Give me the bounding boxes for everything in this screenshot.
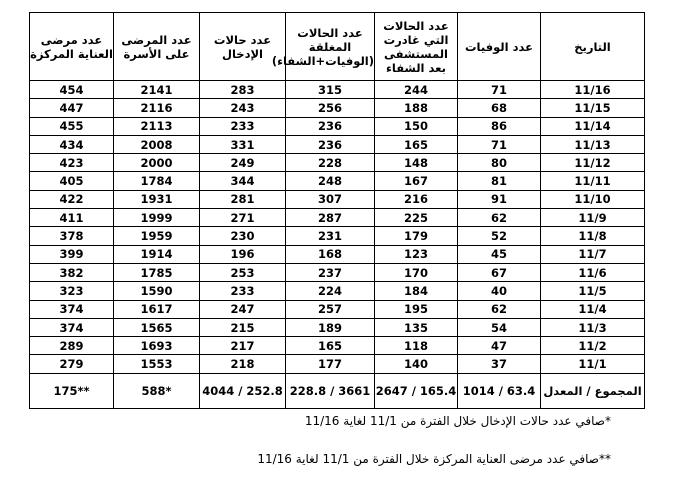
cell-admissions: 281 <box>200 190 286 208</box>
cell-beds: 1617 <box>114 300 200 318</box>
cell-admissions: 271 <box>200 209 286 227</box>
cell-beds: 2000 <box>114 154 200 172</box>
cell-date: 11/9 <box>541 209 645 227</box>
table-row <box>30 99 645 117</box>
cell-icu: 423 <box>30 154 114 172</box>
cell-admissions: 215 <box>200 318 286 336</box>
cell-recovered: 135 <box>375 318 458 336</box>
cell-date: 11/6 <box>541 263 645 281</box>
table-row <box>30 282 645 300</box>
cell-icu: 399 <box>30 245 114 263</box>
cell-recovered: 184 <box>375 282 458 300</box>
cell-recovered: 167 <box>375 172 458 190</box>
cell-icu: 382 <box>30 263 114 281</box>
cell-deaths: 40 <box>458 282 541 300</box>
header-date: التاريخ <box>541 13 645 81</box>
cell-beds: 1590 <box>114 282 200 300</box>
total-admissions: 4044 / 252.8 <box>200 373 286 408</box>
cell-date: 11/8 <box>541 227 645 245</box>
cell-closed: 237 <box>286 263 375 281</box>
cell-beds: 1785 <box>114 263 200 281</box>
cell-beds: 1693 <box>114 337 200 355</box>
cell-deaths: 81 <box>458 172 541 190</box>
total-closed: 228.8 / 3661 <box>286 373 375 408</box>
cell-date: 11/11 <box>541 172 645 190</box>
cell-recovered: 165 <box>375 135 458 153</box>
cell-icu: 422 <box>30 190 114 208</box>
header-closed-cases: عدد الحالات المغلقة (الوفيات+الشفاء) <box>286 13 375 81</box>
cell-recovered: 188 <box>375 99 458 117</box>
cell-beds: 1931 <box>114 190 200 208</box>
cell-deaths: 45 <box>458 245 541 263</box>
cell-beds: 2113 <box>114 117 200 135</box>
cell-icu: 454 <box>30 81 114 99</box>
table-body <box>30 81 645 409</box>
table-row <box>30 117 645 135</box>
cell-date: 11/12 <box>541 154 645 172</box>
cell-recovered: 170 <box>375 263 458 281</box>
header-bed-patients: عدد المرضى على الأسرة <box>114 13 200 81</box>
cell-beds: 2116 <box>114 99 200 117</box>
cell-date: 11/14 <box>541 117 645 135</box>
cell-deaths: 37 <box>458 355 541 373</box>
cell-closed: 248 <box>286 172 375 190</box>
header-deaths: عدد الوفيات <box>458 13 541 81</box>
cell-date: 11/3 <box>541 318 645 336</box>
cell-recovered: 225 <box>375 209 458 227</box>
footnote-admissions: *صافي عدد حالات الإدخال خلال الفترة من 11/1 لغاية 11/16 <box>304 414 611 428</box>
table-row <box>30 263 645 281</box>
cell-closed: 307 <box>286 190 375 208</box>
cell-admissions: 230 <box>200 227 286 245</box>
cell-deaths: 47 <box>458 337 541 355</box>
cell-beds: 2008 <box>114 135 200 153</box>
table-row <box>30 154 645 172</box>
cell-deaths: 71 <box>458 81 541 99</box>
cell-date: 11/1 <box>541 355 645 373</box>
cell-deaths: 62 <box>458 300 541 318</box>
cell-recovered: 216 <box>375 190 458 208</box>
cell-deaths: 52 <box>458 227 541 245</box>
table-row <box>30 337 645 355</box>
cell-admissions: 233 <box>200 282 286 300</box>
table-row <box>30 190 645 208</box>
table-row <box>30 318 645 336</box>
cell-closed: 224 <box>286 282 375 300</box>
cell-date: 11/13 <box>541 135 645 153</box>
cell-icu: 447 <box>30 99 114 117</box>
cell-closed: 257 <box>286 300 375 318</box>
cell-icu: 405 <box>30 172 114 190</box>
header-row <box>30 13 645 81</box>
cell-closed: 228 <box>286 154 375 172</box>
cell-icu: 279 <box>30 355 114 373</box>
footnote-icu: **صافي عدد مرضى العناية المركزة خلال الفترة من 11/1 لغاية 11/16 <box>257 452 611 466</box>
cell-icu: 455 <box>30 117 114 135</box>
total-icu: 175** <box>30 373 114 408</box>
cell-date: 11/15 <box>541 99 645 117</box>
cell-date: 11/2 <box>541 337 645 355</box>
table-row <box>30 81 645 99</box>
cell-closed: 287 <box>286 209 375 227</box>
table-row <box>30 172 645 190</box>
cell-recovered: 140 <box>375 355 458 373</box>
cell-admissions: 233 <box>200 117 286 135</box>
cell-admissions: 253 <box>200 263 286 281</box>
cell-admissions: 283 <box>200 81 286 99</box>
cell-admissions: 344 <box>200 172 286 190</box>
cell-icu: 411 <box>30 209 114 227</box>
cell-closed: 256 <box>286 99 375 117</box>
cell-icu: 374 <box>30 318 114 336</box>
cell-closed: 168 <box>286 245 375 263</box>
cell-deaths: 54 <box>458 318 541 336</box>
table-row <box>30 135 645 153</box>
table-row <box>30 245 645 263</box>
cell-icu: 434 <box>30 135 114 153</box>
cell-deaths: 80 <box>458 154 541 172</box>
cell-beds: 1914 <box>114 245 200 263</box>
cell-date: 11/7 <box>541 245 645 263</box>
cell-closed: 189 <box>286 318 375 336</box>
cell-deaths: 71 <box>458 135 541 153</box>
totals-row <box>30 373 645 408</box>
cell-deaths: 68 <box>458 99 541 117</box>
cell-beds: 1784 <box>114 172 200 190</box>
cell-recovered: 123 <box>375 245 458 263</box>
cell-closed: 177 <box>286 355 375 373</box>
cell-admissions: 218 <box>200 355 286 373</box>
cell-admissions: 217 <box>200 337 286 355</box>
cell-deaths: 62 <box>458 209 541 227</box>
cell-beds: 2141 <box>114 81 200 99</box>
header-recovered: عدد الحالات التي غادرت المستشفى بعد الشفاء <box>375 13 458 81</box>
cell-admissions: 247 <box>200 300 286 318</box>
cell-beds: 1999 <box>114 209 200 227</box>
cell-admissions: 196 <box>200 245 286 263</box>
cell-recovered: 179 <box>375 227 458 245</box>
cell-recovered: 148 <box>375 154 458 172</box>
cell-closed: 315 <box>286 81 375 99</box>
cell-admissions: 249 <box>200 154 286 172</box>
cell-date: 11/5 <box>541 282 645 300</box>
total-deaths: 1014 / 63.4 <box>458 373 541 408</box>
cell-admissions: 243 <box>200 99 286 117</box>
cell-recovered: 118 <box>375 337 458 355</box>
cell-closed: 231 <box>286 227 375 245</box>
header-icu-patients: عدد مرضى العناية المركزة <box>30 13 114 81</box>
cell-date: 11/16 <box>541 81 645 99</box>
total-recovered: 2647 / 165.4 <box>375 373 458 408</box>
cell-icu: 323 <box>30 282 114 300</box>
cell-recovered: 150 <box>375 117 458 135</box>
cell-closed: 236 <box>286 135 375 153</box>
total-label: المجموع / المعدل <box>541 373 645 408</box>
cell-icu: 289 <box>30 337 114 355</box>
table-row <box>30 355 645 373</box>
cell-beds: 1565 <box>114 318 200 336</box>
cell-closed: 165 <box>286 337 375 355</box>
cell-beds: 1553 <box>114 355 200 373</box>
table-row <box>30 300 645 318</box>
cell-closed: 236 <box>286 117 375 135</box>
header-admissions: عدد حالات الإدخال <box>200 13 286 81</box>
table-row <box>30 209 645 227</box>
cell-recovered: 195 <box>375 300 458 318</box>
cell-admissions: 331 <box>200 135 286 153</box>
cell-date: 11/10 <box>541 190 645 208</box>
cell-beds: 1959 <box>114 227 200 245</box>
cell-date: 11/4 <box>541 300 645 318</box>
total-beds: 588* <box>114 373 200 408</box>
cell-icu: 374 <box>30 300 114 318</box>
cell-icu: 378 <box>30 227 114 245</box>
cell-deaths: 67 <box>458 263 541 281</box>
cell-deaths: 86 <box>458 117 541 135</box>
statistics-table <box>29 12 645 409</box>
cell-deaths: 91 <box>458 190 541 208</box>
cell-recovered: 244 <box>375 81 458 99</box>
table-row <box>30 227 645 245</box>
